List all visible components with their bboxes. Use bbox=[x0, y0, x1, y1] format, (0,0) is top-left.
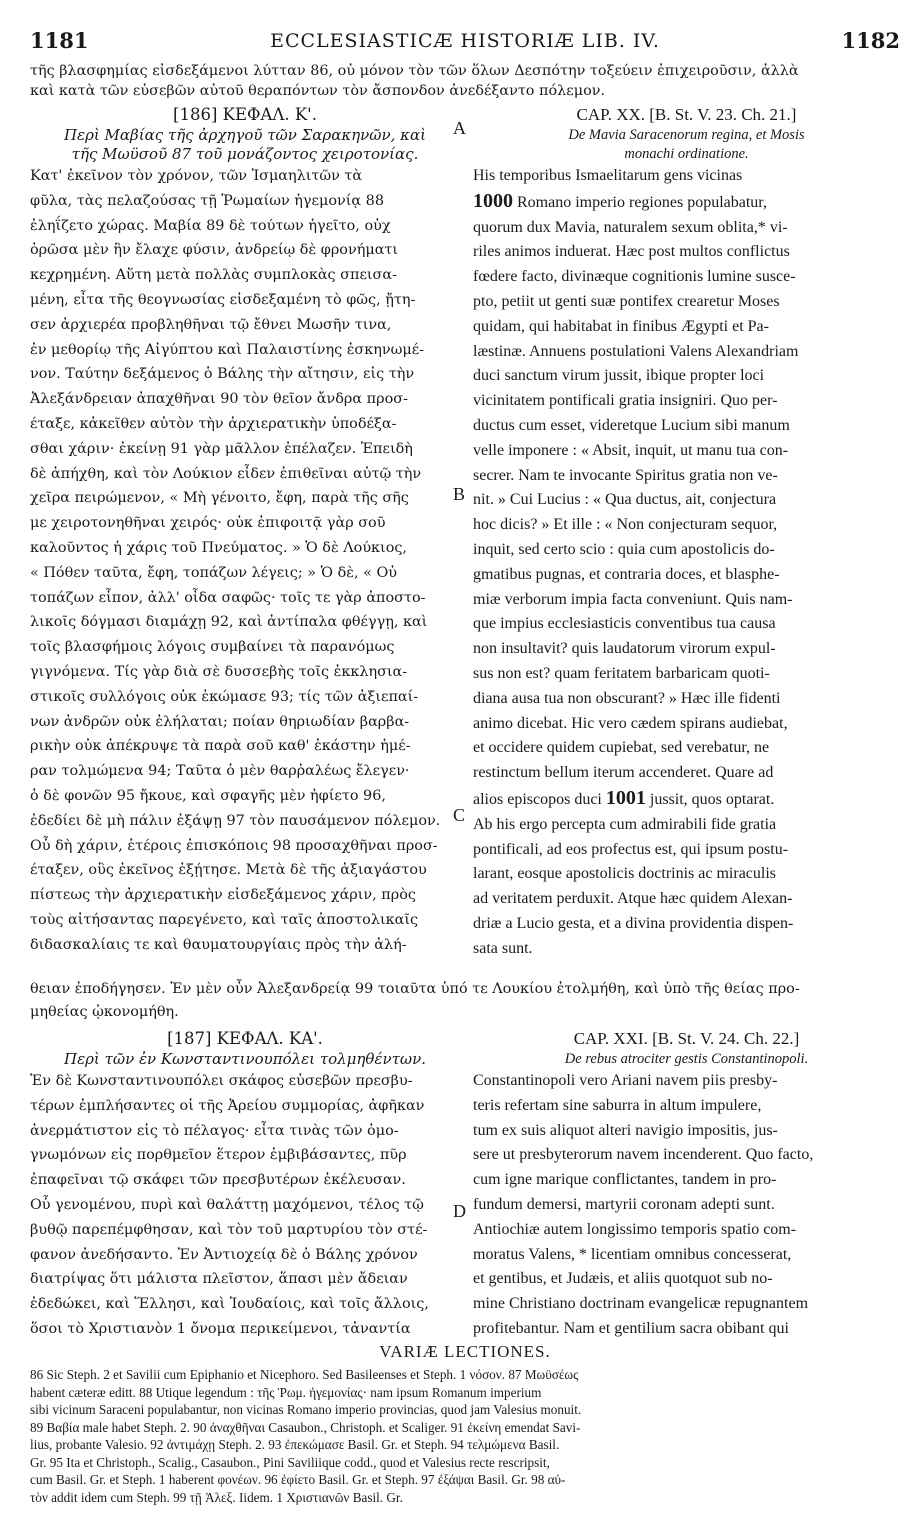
latin-chapter-head: CAP. XX. [B. St. V. 23. Ch. 21.] bbox=[576, 105, 797, 124]
greek-chapter-21 bbox=[30, 1028, 460, 1342]
latin-line: tum ex suis aliquot alteri navigio impositis, jus- bbox=[473, 1121, 778, 1139]
greek-chapter-body bbox=[30, 164, 460, 958]
latin-line: fœdere facto, divinæque cognitionis lumine susce- bbox=[473, 268, 796, 286]
latin-line: teris refertam sine saburra in altum impulere, bbox=[473, 1096, 762, 1114]
variae-lectiones-head: VARIÆ LECTIONES. bbox=[379, 1342, 551, 1361]
latin-line: inquit, sed certo scio : quia cum apostolicis do- bbox=[473, 540, 775, 558]
latin-line: riles animos induerat. Hæc post multos conflictus bbox=[473, 243, 790, 261]
greek-line: διατρίψας ὅτι μάλιστα πλεῖστον, ἅπασι μὲν ἄδειαν bbox=[30, 1271, 408, 1288]
latin-line: pto, petiit ut genti suæ pontifex crearetur Moses bbox=[473, 292, 780, 310]
note-line: τὸν addit idem cum Steph. 99 τῇ Ἀλεξ. Iidem. 1 Χριστιανῶν Basil. Gr. bbox=[30, 1489, 403, 1505]
latin-chapter-body bbox=[473, 1069, 900, 1342]
latin-line: non insultavit? quis laudatorum virorum expul- bbox=[473, 640, 776, 658]
latin-line bbox=[473, 189, 900, 216]
latin-line: mine Christiano doctrinam evangelicæ repugnantem bbox=[473, 1295, 809, 1313]
greek-line: έταξε, κἀκεῖθεν αὐτὸν τὴν ἀρχιερατικὴν ὑποδέξα- bbox=[30, 415, 397, 432]
latin-line-text: jussit, quos optarat. bbox=[645, 790, 775, 808]
greek-line: τοὺς αἰτήσαντας παρεγένετο, καὶ ταῖς ἀποστολικαῖς bbox=[30, 911, 419, 928]
note-line: lius, probante Valesio. 92 ἀντιμάχῃ Steph. 2. 93 ἐπεκώμασε Basil. Gr. et Steph. 94 τελμώμενα Basil. bbox=[30, 1437, 560, 1452]
latin-line: sata sunt. bbox=[473, 939, 533, 957]
note-line: Gr. 95 Ita et Christoph., Scalig., Casaubon., Pini Saviliique codd., quod et Valesius recte rescripsit, bbox=[30, 1454, 550, 1470]
greek-line: ἐν μεθορίῳ τῆς Αἰγύπτου καὶ Παλαιστίνης ἐσκηνωμέ- bbox=[30, 341, 425, 358]
greek-line: ὁ δὲ φονῶν 95 ἤκουε, καὶ σφαγῆς μὲν ἠφίετο 96, bbox=[30, 787, 386, 804]
greek-line: ραν τολμώμενα 94; Ταῦτα ὁ μὲν θαρῥαλέως ἔλεγεν· bbox=[30, 763, 410, 780]
latin-line: moratus Valens, * licentiam omnibus concesserat, bbox=[473, 1245, 792, 1263]
latin-line: que impius ecclesiasticis conventibus tua causa bbox=[473, 615, 776, 633]
greek-chapter-subtitle: Περὶ Μαβίας τῆς ἀρχηγοῦ τῶν Σαρακηνῶν, καὶ bbox=[63, 126, 427, 144]
latin-line-text: Romano imperio regiones populabatur, bbox=[513, 193, 767, 211]
latin-line: profitebantur. Nam et gentilium sacra obibant qui bbox=[473, 1319, 789, 1337]
greek-line: γνωμόνων εἰς πορθμεῖον ἕτερον ἐμβιβάσαντες, πῦρ bbox=[30, 1147, 407, 1164]
greek-line: ὅσοι τὸ Χριστιανὸν 1 ὄνομα περικείμενοι, τἀναντία bbox=[30, 1320, 411, 1337]
greek-line: Ἀλεξάνδρειαν ἀπαχθῆναι 90 τὸν θεῖον ἄνδρα προσ- bbox=[30, 391, 408, 408]
greek-line: γιγνόμενα. Τίς γὰρ διὰ σὲ δυσσεβὴς τοῖς ἐκκλησια- bbox=[30, 663, 408, 680]
latin-line: vicinitatem pontificali gratia insigniri. Quo per- bbox=[473, 392, 778, 410]
greek-line: διδασκαλίαις τε καὶ θαυματουργίαις πρὸς τὴν ἀλή- bbox=[30, 936, 407, 953]
intro-line: τῆς βλασφημίας εἰσδεξάμενοι λύτταν 86, οὐ μόνον τὸν τῶν ὅλων Δεσπότην τοξεύειν ἐπιχειροῦσιν, ἀλλὰ bbox=[30, 63, 799, 79]
latin-chapter-head: CAP. XXI. [B. St. V. 24. Ch. 22.] bbox=[573, 1029, 800, 1048]
greek-chapter-20 bbox=[30, 104, 460, 958]
latin-chapter-body bbox=[473, 216, 900, 786]
latin-line: animo dicebat. Hic vero cædem spirans audiebat, bbox=[473, 714, 788, 732]
greek-line: ἐδεδώκει, καὶ Ἕλλησι, καὶ Ἰουδαίοις, καὶ τοῖς ἄλλοις, bbox=[30, 1296, 429, 1313]
latin-line: fundum demersi, martyrii coronam adepti sunt. bbox=[473, 1195, 775, 1213]
greek-line: Οὗ δὴ χάριν, ἑτέροις ἐπισκόποις 98 προσαχθῆναι προσ- bbox=[30, 837, 438, 854]
greek-line: χεῖρα πειρώμενον, « Μὴ γένοιτο, ἔφη, παρὰ τῆς σῆς bbox=[30, 490, 409, 507]
page-number-right: 1182 bbox=[841, 28, 900, 53]
greek-line: μένη, εἶτα τῆς θεογνωσίας εἰσδεξαμένη τὸ φῶς, ᾔτη- bbox=[30, 291, 416, 308]
greek-line: λικοῖς δόγμασι διαμάχῃ 92, καὶ ἀντίπαλα φθέγγῃ, καὶ bbox=[30, 614, 428, 631]
latin-line: larant, eosque apostolicis doctrinis ac miraculis bbox=[473, 865, 777, 883]
latin-line: cum igne marique conflictantes, tandem in pro- bbox=[473, 1171, 777, 1189]
note-line: habent cæteræ editt. 88 Utique legendum : τῆς Ῥωμ. ἡγεμονίας· nam ipsum Romanum imperium bbox=[30, 1384, 542, 1400]
intro-line: καὶ κατὰ τῶν εὐσεβῶν αὐτοῦ θεραπόντων τὸν ἄσπονδον ἀνεδέξαντο πόλεμον. bbox=[30, 82, 606, 99]
note-line: 86 Sic Steph. 2 et Savilii cum Epiphanio et Nicephoro. Sed Basileenses et Steph. 1 νόσον. 87 Μωϋσέως bbox=[30, 1367, 579, 1382]
latin-line: velle imponere : « Absit, inquit, ut manu tua con- bbox=[473, 441, 789, 459]
latin-line: driæ a Lucio gesta, et a divina providentia dispen- bbox=[473, 914, 794, 932]
greek-chapter-body bbox=[30, 1069, 460, 1342]
margin-letter-a: A bbox=[453, 118, 466, 138]
column-number-1001: 1001 bbox=[605, 786, 646, 809]
greek-line: τοῖς βλασφήμοις λόγοις συμβαίνει τὰ παρανόμως bbox=[30, 639, 395, 656]
greek-line: ἐπαφεῖναι τῷ σκάφει τῶν πρεσβυτέρων ἐκέλευσαν. bbox=[30, 1172, 406, 1189]
greek-line: με χειροτονηθῆναι χειρός· οὐκ ἐπιφοιτᾷ γὰρ σοῦ bbox=[30, 515, 386, 532]
greek-line: πίστεως τὴν ἀρχιερατικὴν εἰσδεξάμενος χάριν, πρὸς bbox=[30, 887, 416, 904]
latin-chapter-subtitle: De Mavia Saracenorum regina, et Mosis bbox=[568, 127, 805, 143]
latin-line: et occidere quidem cupiebat, sed verebatur, ne bbox=[473, 739, 770, 757]
greek-line: έταξεν, οὓς ἐκεῖνος ἐξῄτησε. Μετὰ δὲ τῆς ἀξιαγάστου bbox=[30, 862, 427, 879]
column-number-1000: 1000 bbox=[473, 189, 513, 212]
latin-line: Constantinopoli vero Ariani navem piis presby- bbox=[473, 1072, 778, 1089]
mid-text bbox=[30, 978, 900, 1024]
latin-line: His temporibus Ismaelitarum gens vicinas bbox=[473, 167, 743, 184]
greek-line: « Πόθεν ταῦτα, ἔφη, τοπάζων λέγεις; » Ὁ δὲ, « Οὐ bbox=[30, 564, 398, 581]
latin-chapter-body bbox=[473, 813, 900, 962]
note-line: sibi vicinum Saraceni populabantur, non vicinas Romano imperio provincias, quod jam Valesius monuit. bbox=[30, 1402, 582, 1417]
latin-chapter-subtitle: De rebus atrociter gestis Constantinopoli. bbox=[564, 1051, 809, 1067]
latin-chapter-subtitle: monachi ordinatione. bbox=[624, 146, 749, 162]
mid-line: μηθείας ᾠκονομήθη. bbox=[30, 1004, 179, 1020]
greek-line: δὲ ἀπήχθη, καὶ τὸν Λούκιον εἶδεν ἐπιθεῖναι αὐτῷ τὴν bbox=[30, 465, 422, 482]
latin-line: duci sanctum virum jussit, ibique propter loci bbox=[473, 367, 765, 385]
greek-line: καλοῦντος ἡ χάρις τοῦ Πνεύματος. » Ὁ δὲ Λούκιος, bbox=[30, 539, 407, 556]
greek-line: νον. Ταύτην δεξάμενος ὁ Βάλης τὴν αἴτησιν, εἰς τὴν bbox=[30, 366, 415, 383]
greek-chapter-head: [187] ΚΕΦΑΛ. ΚΑ'. bbox=[167, 1029, 323, 1048]
greek-line: στικοῖς συλλόγοις οὐκ ἐκώμασε 93; τίς τῶν ἀξιεπαί- bbox=[30, 688, 419, 705]
latin-chapter-21 bbox=[473, 1028, 900, 1342]
greek-line: ὁρῶσα μὲν ἣν ἔλαχε φύσιν, ἀνδρείῳ δὲ φρονήματι bbox=[30, 242, 399, 259]
greek-line: τοπάζων εἶπον, ἀλλ' οἶδα σαφῶς· τοῖς τε γὰρ ἀποστο- bbox=[30, 589, 426, 606]
running-head bbox=[30, 28, 900, 58]
latin-line: Ab his ergo percepta cum admirabili fide gratia bbox=[473, 815, 777, 833]
page-number-left: 1181 bbox=[30, 28, 89, 53]
intro-text bbox=[30, 62, 900, 101]
latin-line: secrer. Nam te invocante Spiritus gratia non ve- bbox=[473, 466, 778, 484]
latin-line: quidam, qui habitabat in finibus Ægypti et Pa- bbox=[473, 317, 769, 335]
latin-line: ad veritatem perduxit. Atque hæc quidem Alexan- bbox=[473, 890, 793, 908]
latin-chapter-20 bbox=[473, 104, 900, 962]
greek-chapter-subtitle: Περὶ τῶν ἐν Κωνσταντινουπόλει τολμηθέντων. bbox=[63, 1050, 427, 1068]
mid-line: θειαν ἐποδήγησεν. Ἐν μὲν οὖν Ἀλεξανδρείᾳ 99 τοιαῦτα ὑπό τε Λουκίου ἐτολμήθη, καὶ ὑπὸ τῆς θείας προ- bbox=[30, 981, 800, 997]
latin-line: hoc dicis? » Et ille : « Non conjecturam sequor, bbox=[473, 516, 778, 534]
latin-line: Antiochiæ autem longissimo temporis spatio com- bbox=[473, 1220, 797, 1238]
greek-line: νων ἀνδρῶν οὐκ ἐλήλαται; ποίαν θηριωδίαν βαρβα- bbox=[30, 713, 410, 730]
greek-line: Ἐν δὲ Κωνσταντινουπόλει σκάφος εὐσεβῶν πρεσβυ- bbox=[30, 1073, 413, 1089]
greek-line: ἐληΐζετο χώρας. Μαβία 89 δὲ τούτων ἡγεῖτο, οὐχ bbox=[30, 217, 391, 234]
greek-chapter-head: [186] ΚΕΦΑΛ. Κ'. bbox=[173, 105, 317, 124]
latin-line-text: alios episcopos duci bbox=[473, 790, 606, 808]
margin-letter-d: D bbox=[453, 1201, 466, 1221]
latin-line: restinctum bellum iterum accenderet. Quare ad bbox=[473, 764, 774, 782]
note-line: cum Basil. Gr. et Steph. 1 haberent φονέων. 96 ἐφίετο Basil. Gr. et Steph. 97 ἐξάψαι Basil. Gr. 98 αὐ- bbox=[30, 1472, 566, 1487]
greek-line: κεχρημένη. Αὕτη μετὰ πολλὰς συμπλοκὰς σπεισα- bbox=[30, 267, 397, 284]
latin-line: quorum dux Mavia, naturalem sexum oblita,* vi- bbox=[473, 218, 788, 236]
latin-line: et gentibus, et Judæis, et aliis quotquot sub no- bbox=[473, 1270, 773, 1288]
latin-line: nit. » Cui Lucius : « Qua ductus, ait, conjectura bbox=[473, 491, 777, 509]
greek-line: σεν ἀρχιερέα προβληθῆναι τῷ ἔθνει Μωσῆν τινα, bbox=[30, 316, 392, 333]
greek-line: σθαι χάριν· ἐκείνῃ 91 γὰρ μᾶλλον ἐπέλαζεν. Ἐπειδὴ bbox=[30, 440, 413, 457]
latin-line: sere ut presbyterorum navem incenderent. Quo facto, bbox=[473, 1146, 814, 1164]
greek-line: βυθῷ παρεπέμφθησαν, καὶ τὸν τοῦ μαρτυρίου τὸν στέ- bbox=[30, 1221, 428, 1238]
running-title: ECCLESIASTICÆ HISTORIÆ LIB. IV. bbox=[270, 30, 660, 52]
margin-letter-c: C bbox=[453, 805, 466, 825]
note-line: 89 Βαβία male habet Steph. 2. 90 ἀναχθῆναι Casaubon., Christoph. et Scaliger. 91 ἐκείνη emendat Savi- bbox=[30, 1419, 581, 1435]
greek-line: ἐδεδίει δὲ μὴ πάλιν ἐξάψῃ 97 τὸν παυσάμενον πόλεμον. bbox=[30, 812, 441, 829]
greek-line: Οὗ γενομένου, πυρὶ καὶ θαλάττῃ μαχόμενοι, τέλος τῷ bbox=[30, 1196, 424, 1213]
greek-line: Κατ' ἐκεῖνον τὸν χρόνον, τῶν Ἰσμαηλιτῶν τὰ bbox=[30, 168, 363, 184]
greek-line: ἀνερμάτιστον εἰς τὸ πέλαγος· εἶτα τινὰς τῶν ὁμο- bbox=[30, 1122, 399, 1139]
margin-letter-b: B bbox=[453, 484, 466, 504]
variae-lectiones-notes bbox=[30, 1366, 900, 1506]
latin-line: diana ausa tua non obscurant? » Hæc ille fidenti bbox=[473, 689, 781, 707]
latin-line: miæ verborum impia facta conveniunt. Quis nam- bbox=[473, 590, 793, 608]
latin-line bbox=[473, 786, 900, 813]
greek-line: τέρων ἐμπλήσαντες οἱ τῆς Ἀρείου συμμορίας, ἀφῆκαν bbox=[30, 1097, 425, 1114]
latin-line: gmatibus pugnas, et contraria doces, et blasphe- bbox=[473, 565, 780, 583]
latin-line: læstinæ. Annuens postulationi Valens Alexandriam bbox=[473, 342, 799, 360]
latin-line: ductus cum esset, videretque Lucium sibi manum bbox=[473, 416, 790, 434]
greek-line: φῦλα, τὰς πελαζούσας τῇ Ῥωμαίων ἡγεμονίᾳ 88 bbox=[30, 192, 384, 209]
greek-line: φανον ἀνεδήσαντο. Ἐν Ἀντιοχείᾳ δὲ ὁ Βάλης χρόνον bbox=[30, 1246, 418, 1263]
greek-line: ρικὴν οὐκ ἀπέκρυψε τὰ παρὰ σοῦ καθ' ἑκάστην ἡμέ- bbox=[30, 738, 411, 755]
page bbox=[30, 28, 900, 1518]
greek-chapter-subtitle: τῆς Μωϋσοῦ 87 τοῦ μονάζοντος χειροτονίας. bbox=[71, 145, 419, 163]
latin-line: sus non est? quam feritatem barbaricam quoti- bbox=[473, 664, 770, 682]
latin-line: pontificali, ad eos profectus est, qui ipsum postu- bbox=[473, 840, 789, 858]
